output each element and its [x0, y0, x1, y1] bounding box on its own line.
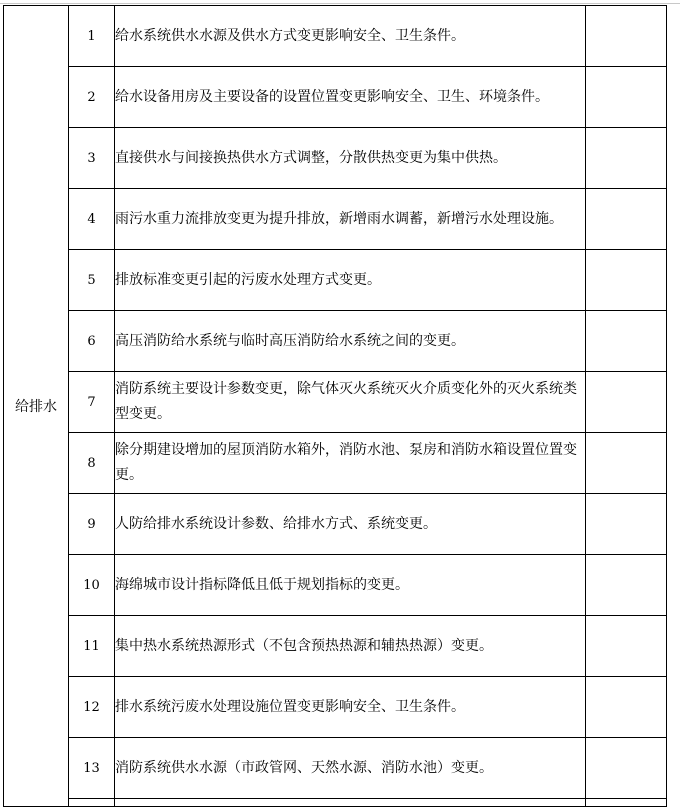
table-row [4, 6, 667, 67]
item-number: 12 [69, 677, 115, 738]
item-description: 除分期建设增加的屋顶消防水箱外，消防水池、泵房和消防水箱设置位置变更。 [115, 433, 586, 494]
table-row [4, 433, 667, 494]
item-number: 10 [69, 555, 115, 616]
remark-cell [586, 6, 667, 67]
item-description: 直接供水与间接换热供水方式调整，分散供热变更为集中供热。 [115, 128, 586, 189]
category-cell: 给排水 [4, 6, 69, 807]
table-row [4, 616, 667, 677]
table-row [4, 250, 667, 311]
item-description: 消防系统供水水源（市政管网、天然水源、消防水池）变更。 [115, 738, 586, 799]
change-items-table [3, 5, 667, 807]
remark-cell [586, 677, 667, 738]
remark-cell [586, 372, 667, 433]
remark-cell [586, 67, 667, 128]
item-number: 1 [69, 6, 115, 67]
item-description: 消防系统主要设计参数变更，除气体灭火系统灭火介质变化外的灭火系统类型变更。 [115, 372, 586, 433]
table-row [4, 128, 667, 189]
item-description: 排水系统污废水处理设施位置变更影响安全、卫生条件。 [115, 677, 586, 738]
item-number: 7 [69, 372, 115, 433]
item-description: 集中热水系统热源形式（不包含预热热源和辅热热源）变更。 [115, 616, 586, 677]
table-row [4, 372, 667, 433]
item-number: 13 [69, 738, 115, 799]
table-row [4, 677, 667, 738]
item-description: 高压消防给水系统与临时高压消防给水系统之间的变更。 [115, 311, 586, 372]
remark-cell [586, 128, 667, 189]
remark-cell [586, 555, 667, 616]
item-description: 给水设备用房及主要设备的设置位置变更影响安全、卫生、环境条件。 [115, 67, 586, 128]
item-description: 雨污水重力流排放变更为提升排放，新增雨水调蓄，新增污水处理设施。 [115, 189, 586, 250]
page-top-edge [0, 3, 680, 4]
item-number: 4 [69, 189, 115, 250]
remark-cell [586, 738, 667, 799]
remark-cell [586, 250, 667, 311]
table-row-continuation [4, 799, 667, 807]
item-number: 8 [69, 433, 115, 494]
table-row [4, 311, 667, 372]
item-description-empty [115, 799, 586, 807]
item-description: 海绵城市设计指标降低且低于规划指标的变更。 [115, 555, 586, 616]
remark-cell [586, 433, 667, 494]
item-description: 给水系统供水水源及供水方式变更影响安全、卫生条件。 [115, 6, 586, 67]
item-number: 11 [69, 616, 115, 677]
remark-cell [586, 311, 667, 372]
remark-cell [586, 799, 667, 807]
table-row [4, 67, 667, 128]
item-description: 人防给排水系统设计参数、给排水方式、系统变更。 [115, 494, 586, 555]
item-number: 2 [69, 67, 115, 128]
item-number: 5 [69, 250, 115, 311]
item-number-empty [69, 799, 115, 807]
table-row [4, 189, 667, 250]
table-row [4, 555, 667, 616]
item-description: 排放标准变更引起的污废水处理方式变更。 [115, 250, 586, 311]
remark-cell [586, 494, 667, 555]
table-row [4, 738, 667, 799]
table-row [4, 494, 667, 555]
item-number: 6 [69, 311, 115, 372]
item-number: 3 [69, 128, 115, 189]
remark-cell [586, 616, 667, 677]
remark-cell [586, 189, 667, 250]
item-number: 9 [69, 494, 115, 555]
